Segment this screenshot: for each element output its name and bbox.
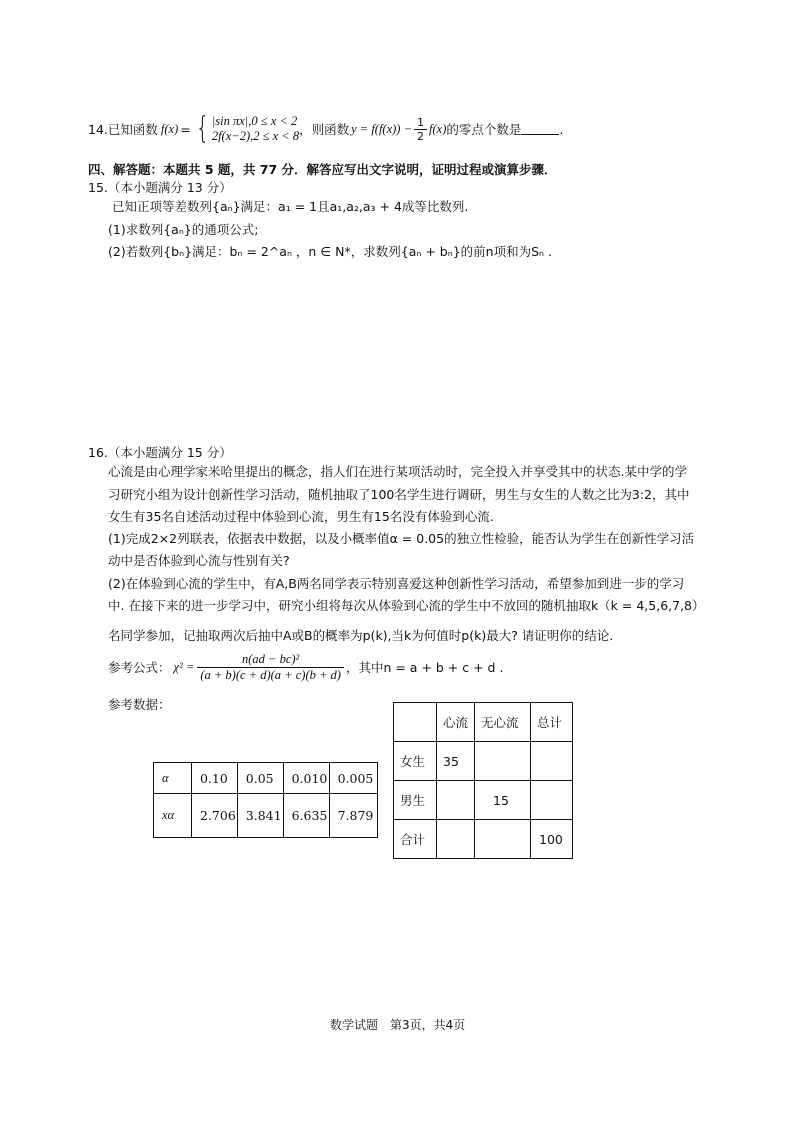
q14-mid: ，则函数 <box>299 122 350 137</box>
q14-case1: |sin πx|,0 ≤ x < 2 <box>211 114 298 128</box>
q15-line3: (2)若数列{bₙ}满足：bₙ = 2^aₙ ，n ∈ N*，求数列{aₙ + bₙ}的前n项和为Sₙ . <box>108 244 552 259</box>
q16-part2-line1: (2)在体验到心流的学生中，有A,B两名同学表示特别喜爱这种创新性学习活动，希望参加到进一步的学习 <box>108 576 685 591</box>
table-cell: 0.10 <box>192 763 238 794</box>
q16-part2-line2: 中. 在接下来的进一步学习中，研究小组将每次从体验到心流的学生中不放回的随机抽取k（k = 4,5,6,7,8） <box>108 598 705 613</box>
table-row <box>154 794 378 838</box>
table-cell: 0.005 <box>329 763 377 794</box>
q14-frac-den: 2 <box>417 129 425 143</box>
table-row <box>394 742 573 781</box>
table-cell: 6.635 <box>283 794 329 838</box>
table-row <box>394 781 573 820</box>
q14-end: . <box>559 121 564 137</box>
formula-fraction <box>197 652 344 683</box>
q16-paragraph-line1: 心流是由心理学家米哈里提出的概念，指人们在进行某项活动时，完全投入并享受其中的状态.某中学的学 <box>108 464 687 479</box>
q14-brace: { <box>195 111 209 146</box>
table-cell: 男生 <box>394 781 437 820</box>
q16-formula <box>108 645 503 689</box>
table-header-cell: 无心流 <box>475 703 531 742</box>
page-footer: 数学试题 第3页，共4页 <box>330 1018 466 1032</box>
table-cell: 合计 <box>394 820 437 859</box>
table-cell[interactable] <box>437 781 475 820</box>
table-cell: 15 <box>475 781 531 820</box>
section-4-heading: 四、解答题：本题共 5 题，共 77 分．解答应写出文字说明，证明过程或演算步骤． <box>88 162 557 177</box>
q14-case2: 2f(x−2),2 ≤ x < 8 <box>211 129 300 143</box>
table-cell: 100 <box>531 820 573 859</box>
table-header-row <box>394 703 573 742</box>
table-cell[interactable] <box>531 742 573 781</box>
q14-prefix: 14.已知函数 <box>88 122 158 137</box>
q16-part1-line1: (1)完成2×2列联表，依据表中数据，以及小概率值α = 0.05的独立性检验，能否认为学生在创新性学习活 <box>108 531 695 546</box>
q14-half-fraction <box>414 116 427 143</box>
table-cell: 女生 <box>394 742 437 781</box>
q16-part1-line2: 动中是否体验到心流与性别有关? <box>108 553 290 568</box>
q14-frac-num: 1 <box>414 116 427 130</box>
q16-paragraph-line3: 女生有35名自述活动过程中体验到心流，男生有15名没有体验到心流. <box>108 509 494 524</box>
q14-fx: f(x) <box>160 121 179 136</box>
table-header-cell: 心流 <box>437 703 475 742</box>
q14-expr-left: y = f(f(x)) − <box>351 121 413 136</box>
table-header-cell: 总计 <box>531 703 573 742</box>
table-row <box>154 763 378 794</box>
table-cell[interactable] <box>531 781 573 820</box>
alpha-critical-value-table <box>153 762 378 838</box>
table-cell: 35 <box>437 742 475 781</box>
q16-header: 16.（本小题满分 15 分） <box>88 445 232 460</box>
reference-data-label: 参考数据： <box>108 697 171 712</box>
q16-part2-line3: 名同学参加，记抽取两次后抽中A或B的概率为p(k),当k为何值时p(k)最大? 请证明你的结论. <box>108 628 614 643</box>
table-row <box>394 820 573 859</box>
formula-numerator: n(ad − bc)² <box>197 652 344 668</box>
q14-expr-right: f(x) <box>429 121 447 136</box>
q15-line1: 已知正项等差数列{aₙ}满足：a₁ = 1且a₁,a₂,a₃ + 4成等比数列. <box>112 199 469 214</box>
q16-paragraph-line2: 习研究小组为设计创新性学习活动，随机抽取了100名学生进行调研，男生与女生的人数之比为3:2，其中 <box>108 487 690 502</box>
q15-header: 15.（本小题满分 13 分） <box>88 180 232 195</box>
table-cell: α <box>154 763 192 794</box>
table-cell: 3.841 <box>237 794 283 838</box>
q14-equals: = <box>180 121 191 137</box>
question-14 <box>88 109 563 149</box>
contingency-table <box>393 702 573 859</box>
formula-label: 参考公式： <box>108 660 171 675</box>
q15-line2: (1)求数列{aₙ}的通项公式; <box>108 222 259 237</box>
q14-cases <box>212 114 299 144</box>
table-cell: 0.010 <box>283 763 329 794</box>
table-cell[interactable] <box>475 742 531 781</box>
table-cell[interactable] <box>475 820 531 859</box>
formula-tail: ，其中n = a + b + c + d . <box>345 660 504 675</box>
table-cell <box>394 703 437 742</box>
table-cell: 2.706 <box>192 794 238 838</box>
table-cell: 7.879 <box>329 794 377 838</box>
formula-lhs: χ² = <box>173 659 195 674</box>
table-cell: 0.05 <box>237 763 283 794</box>
table-cell: xα <box>154 794 192 838</box>
q14-suffix: 的零点个数是 <box>446 122 522 137</box>
table-cell[interactable] <box>437 820 475 859</box>
q14-answer-blank[interactable] <box>521 123 559 135</box>
formula-denominator: (a + b)(c + d)(a + c)(b + d) <box>200 667 341 682</box>
